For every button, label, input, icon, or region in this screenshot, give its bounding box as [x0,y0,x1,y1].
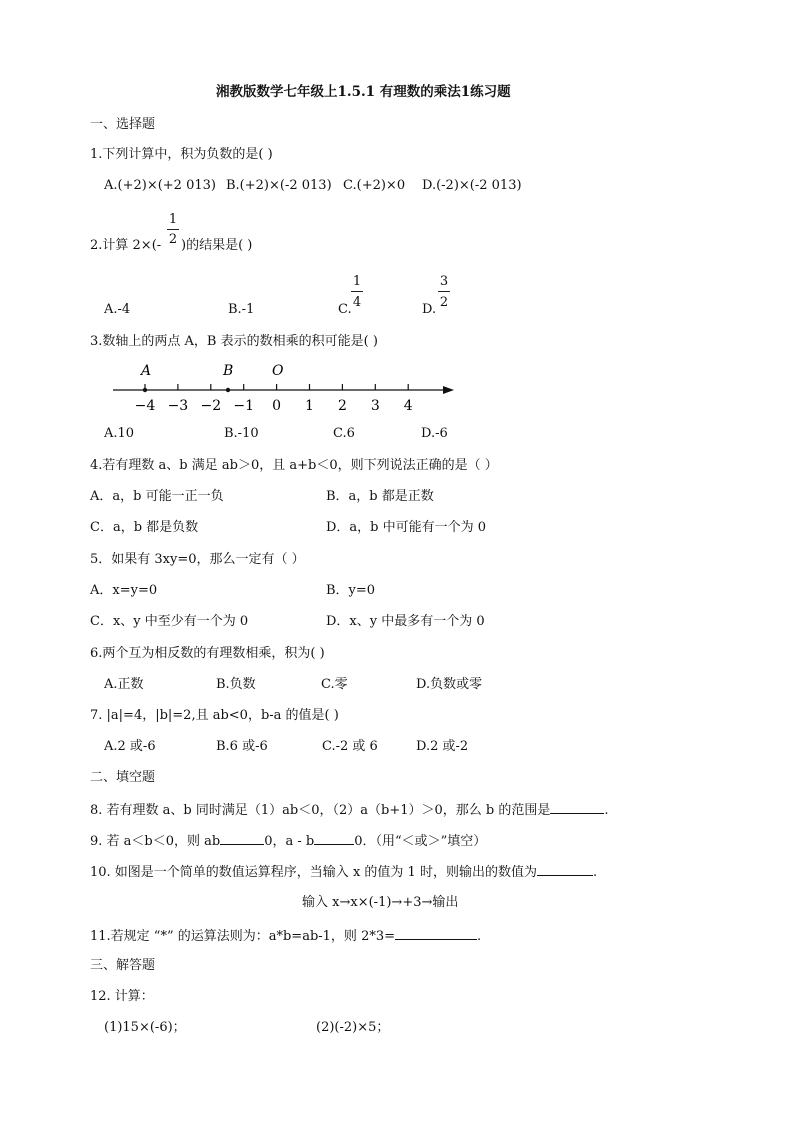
number-line-tick-label: 4 [403,398,413,414]
question-5-option-d: D．x、y 中最多有一个为 0 [326,614,485,629]
question-1-option-a: A.(+2)×(+2 013) [104,178,216,193]
question-11-end: . [477,929,482,944]
question-8-end: . [604,803,609,818]
question-8-text: 8. 若有理数 a、b 同时满足（1）ab＜0，（2）a（b+1）＞0，那么 b 的范围是 [90,803,551,818]
number-line [0,355,794,420]
question-5-stem: 5．如果有 3xy=0，那么一定有（ ） [90,552,305,567]
question-1-option-b: B.(+2)×(-2 013) [226,178,332,193]
number-line-tick-label: 0 [272,398,282,414]
question-6-stem: 6.两个互为相反数的有理数相乘，积为( ) [90,646,325,661]
number-line-tick-label: 1 [305,398,314,414]
number-line-tick-label: −3 [167,398,189,414]
arrow-icon: → [421,895,433,910]
question-3-stem: 3.数轴上的两点 A，B 表示的数相乘的积可能是( ) [90,334,378,349]
number-line-arrow [443,386,454,394]
question-12-part-2: (2)(-2)×5； [316,1020,390,1035]
number-line-tick-label: −1 [233,398,255,414]
point-a-label: A [141,363,152,379]
question-12-stem: 12. 计算： [90,989,154,1004]
question-5-option-a: A．x=y=0 [90,583,158,598]
fraction-bar [438,291,450,292]
answer-blank[interactable] [220,832,264,845]
question-10-end: . [592,865,598,880]
question-2-stem-end: )的结果是( ) [181,238,253,253]
section-heading: 三、解答题 [90,958,156,973]
question-9-text-3: 0．（用“＜或＞”填空） [354,834,487,849]
answer-blank[interactable] [314,832,354,845]
question-7-option-b: B.6 或-6 [216,739,268,754]
question-7-stem: 7. |a|=4，|b|=2,且 ab<0，b-a 的值是( ) [90,708,339,723]
answer-blank[interactable] [395,927,477,940]
question-2-option-d-denominator: 2 [439,295,449,310]
question-3-option-b: B.-10 [224,426,259,441]
question-3-option-d: D.-6 [421,426,448,441]
question-7-option-a: A.2 或-6 [104,739,156,754]
flow-output: 输出 [432,895,459,910]
question-11-line [90,927,481,945]
question-2-fraction-numerator: 1 [168,212,178,227]
flow-step-multiply: x×(-1) [350,895,392,910]
question-2-stem-start: 2.计算 2×(- [90,238,162,253]
question-3-option-a: A.10 [104,426,135,441]
flow-input: 输入 x [302,895,340,910]
question-6-option-b: B.负数 [216,677,256,692]
section-heading: 二、填空题 [90,770,156,785]
question-5-option-c: C．x、y 中至少有一个为 0 [90,614,249,629]
question-10-text: 10. 如图是一个简单的数值运算程序，当输入 x 的值为 1 时，则输出的数值为 [90,865,537,880]
question-1-option-c: C.(+2)×0 [343,178,406,193]
question-2-option-c: C. [338,302,352,317]
question-2-option-a: A.-4 [104,302,131,317]
question-10-line [90,863,597,881]
question-6-option-c: C.零 [321,677,348,692]
question-7-option-d: D.2 或-2 [416,739,469,754]
question-11-text: 11.若规定 “*” 的运算法则为：a*b=ab-1，则 2*3= [90,929,395,944]
fraction-bar [167,229,179,230]
section-heading: 一、选择题 [90,117,156,132]
question-12-part-1: (1)15×(-6)； [104,1020,186,1035]
question-9-text-2: 0，a - b [264,834,315,849]
question-6-option-d: D.负数或零 [416,677,483,692]
flow-step-add: +3 [402,895,422,910]
arrow-icon: → [339,895,351,910]
question-9-text-1: 9. 若 a＜b＜0，则 ab [90,834,221,849]
question-7-option-c: C.-2 或 6 [322,739,378,754]
question-4-option-b: B．a，b 都是正数 [326,489,434,504]
question-3-option-c: C.6 [333,426,355,441]
question-2-option-d-numerator: 3 [439,274,449,289]
question-2-fraction-denominator: 2 [168,232,178,247]
arrow-icon: → [391,895,403,910]
question-4-stem: 4.若有理数 a、b 满足 ab＞0，且 a+b＜0，则下列说法正确的是（ ） [90,458,498,473]
question-4-option-c: C．a，b 都是负数 [90,520,199,535]
question-4-option-a: A．a，b 可能一正一负 [90,489,224,504]
question-6-option-a: A.正数 [104,677,144,692]
question-2-option-c-numerator: 1 [352,274,362,289]
point-a-dot [143,388,147,392]
number-line-tick-label: −2 [200,398,222,414]
question-4-option-d: D．a，b 中可能有一个为 0 [326,520,487,535]
question-2-option-b: B.-1 [228,302,255,317]
number-line-tick-label: −4 [134,398,156,414]
question-2-option-c-denominator: 4 [352,295,362,310]
point-b-dot [226,388,230,392]
question-2-option-d: D. [422,302,437,317]
point-b-label: B [223,363,234,379]
origin-label: O [272,363,284,379]
question-9-line [90,832,486,850]
number-line-tick-label: 3 [370,398,380,414]
fraction-bar [351,291,363,292]
page-title: 湘教版数学七年级上1.5.1 有理数的乘法1练习题 [216,84,511,100]
answer-blank[interactable] [537,863,593,876]
answer-blank[interactable] [550,801,604,814]
program-flow [302,895,458,911]
number-line-tick-label: 2 [337,398,347,414]
question-1-option-d: D.(-2)×(-2 013) [422,178,522,193]
question-1-stem: 1.下列计算中，积为负数的是( ) [90,147,273,162]
question-5-option-b: B．y=0 [326,583,376,598]
question-8-line [90,801,609,819]
